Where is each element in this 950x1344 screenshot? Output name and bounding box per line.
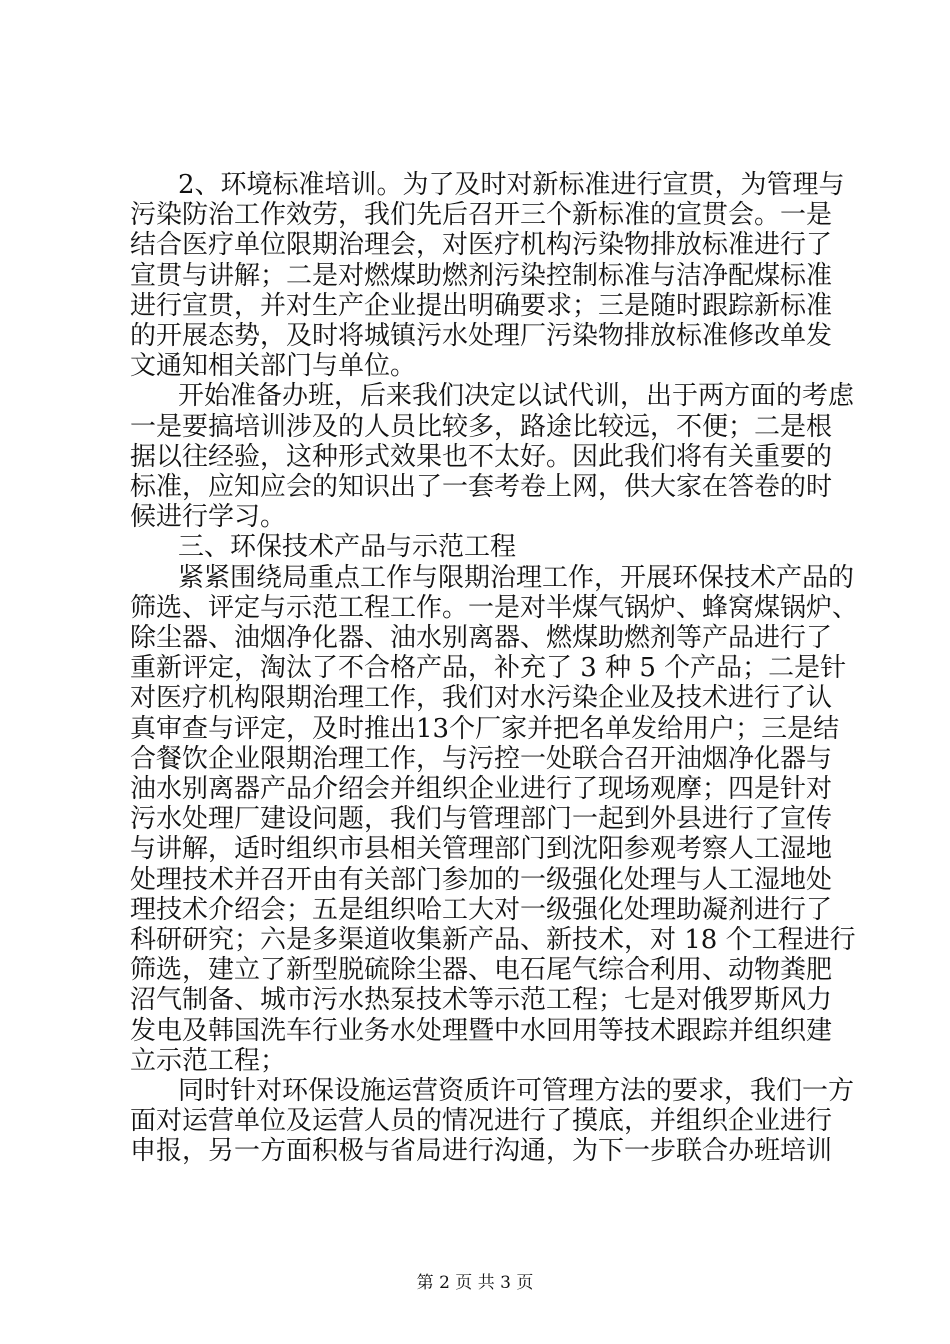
paragraph-line: 对医疗机构限期治理工作，我们对水污染企业及技术进行了认	[130, 683, 833, 714]
paragraph-line: 立示范工程；	[130, 1045, 287, 1076]
page-number-footer: 第 2 页 共 3 页	[416, 1273, 534, 1293]
paragraph-line: 沼气制备、城市污水热泵技术等示范工程；七是对俄罗斯风力	[130, 985, 833, 1016]
paragraph-line: 的开展态势，及时将城镇污水处理厂污染物排放标准修改单发	[130, 321, 833, 351]
paragraph-line: 重新评定，淘汰了不合格产品，补充了 3 种 5 个产品；二是针	[130, 653, 847, 684]
paragraph-line: 文通知相关部门与单位。	[130, 351, 417, 382]
paragraph-line: 筛选、评定与示范工程工作。一是对半煤气锅炉、蜂窝煤锅炉、	[130, 592, 859, 623]
paragraph-line: 开始准备办班，后来我们决定以试代训，出于两方面的考虑	[178, 381, 855, 412]
paragraph-line: 污染防治工作效劳，我们先后召开三个新标准的宣贯会。一是	[130, 200, 833, 231]
paragraph-line: 处理技术并召开由有关部门参加的一级强化处理与人工湿地处	[130, 864, 833, 895]
paragraph-line: 发电及韩国洗车行业务水处理暨中水回用等技术跟踪并组织建	[130, 1015, 833, 1046]
paragraph-line: 除尘器、油烟净化器、油水别离器、燃煤助燃剂等产品进行了	[130, 623, 833, 653]
paragraph-line: 污水处理厂建设问题，我们与管理部门一起到外县进行了宣传	[130, 804, 833, 835]
paragraph-line: 理技术介绍会；五是组织哈工大对一级强化处理助凝剂进行了	[130, 894, 833, 925]
paragraph-line: 真审查与评定，及时推出13个厂家并把名单发给用户；三是结	[130, 713, 840, 744]
paragraph-line: 合餐饮企业限期治理工作，与污控一处联合召开油烟净化器与	[130, 743, 833, 774]
paragraph-line: 一是要搞培训涉及的人员比较多，路途比较远，不便；二是根	[130, 411, 833, 442]
paragraph-line: 紧紧围绕局重点工作与限期治理工作，开展环保技术产品的	[178, 562, 855, 593]
paragraph-line: 2、环境标准培训。为了及时对新标准进行宣贯，为管理与	[178, 170, 845, 200]
section-heading: 三、环保技术产品与示范工程	[178, 532, 517, 563]
paragraph-line: 科研研究；六是多渠道收集新产品、新技术，对 18 个工程进行	[130, 925, 856, 955]
paragraph-line: 筛选，建立了新型脱硫除尘器、电石尾气综合利用、动物粪肥	[130, 955, 833, 986]
paragraph-line: 油水别离器产品介绍会并组织企业进行了现场观摩；四是针对	[130, 774, 833, 804]
paragraph-line: 据以往经验，这种形式效果也不太好。因此我们将有关重要的	[130, 441, 833, 472]
paragraph-line: 标准，应知应会的知识出了一套考卷上网，供大家在答卷的时	[130, 472, 833, 502]
paragraph-line: 进行宣贯，并对生产企业提出明确要求；三是随时跟踪新标准	[130, 290, 833, 321]
paragraph-line: 同时针对环保设施运营资质许可管理方法的要求，我们一方	[178, 1076, 855, 1106]
paragraph-line: 面对运营单位及运营人员的情况进行了摸底，并组织企业进行	[130, 1106, 833, 1137]
paragraph-line: 与讲解，适时组织市县相关管理部门到沈阳参观考察人工湿地	[130, 834, 833, 865]
paragraph-line: 候进行学习。	[130, 502, 287, 533]
paragraph-line: 结合医疗单位限期治理会，对医疗机构污染物排放标准进行了	[130, 230, 833, 261]
paragraph-line: 宣贯与讲解；二是对燃煤助燃剂污染控制标准与洁净配煤标准	[130, 260, 833, 291]
paragraph-line: 申报，另一方面积极与省局进行沟通，为下一步联合办班培训	[130, 1136, 833, 1167]
